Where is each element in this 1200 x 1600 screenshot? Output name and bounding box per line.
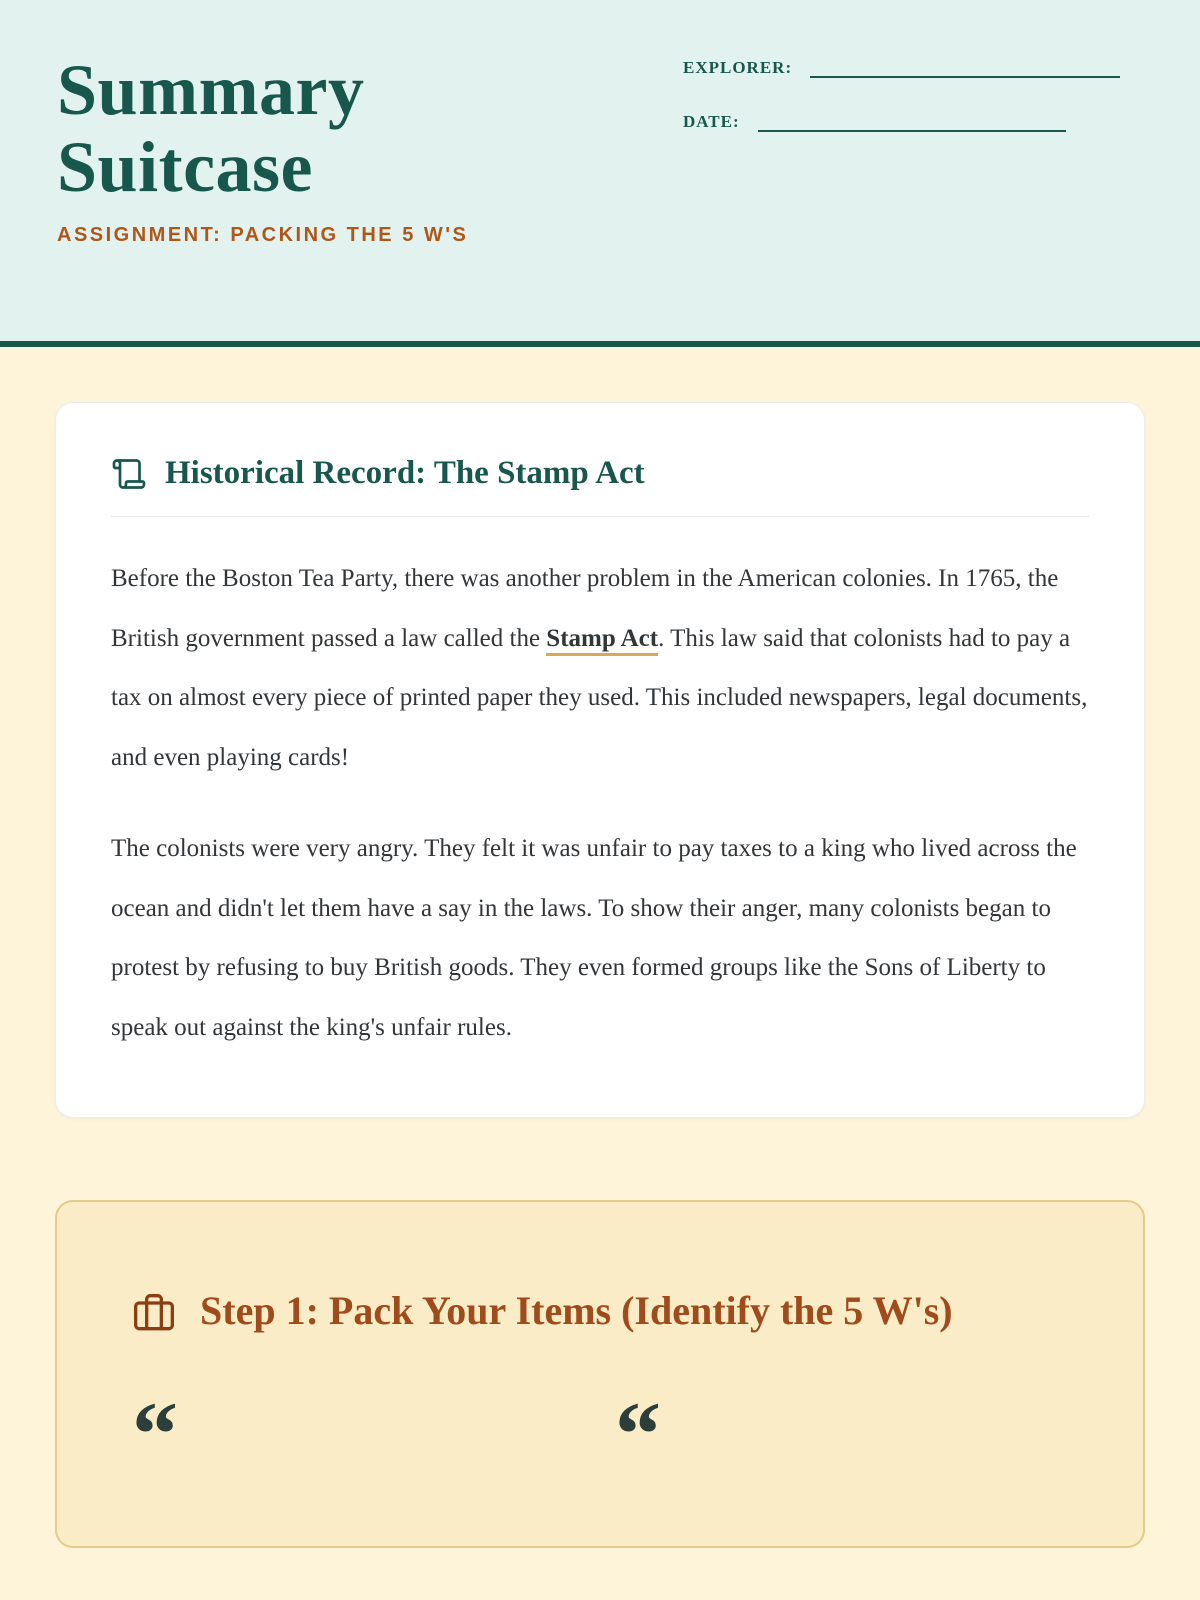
date-field-row [683, 112, 1133, 132]
item-card [615, 1383, 1068, 1485]
step1-card [55, 1200, 1145, 1548]
assignment-subtitle: ASSIGNMENT: PACKING THE 5 W'S [57, 224, 469, 247]
page-title: Summary Suitcase [57, 50, 365, 208]
record-heading [111, 455, 1089, 492]
main-content [0, 347, 1200, 1548]
suitcase-icon [132, 1292, 176, 1336]
name-date-fields [683, 58, 1133, 166]
historical-record-card [55, 402, 1145, 1118]
record-heading-text: Historical Record: The Stamp Act [165, 455, 645, 491]
scroll-icon [111, 456, 147, 492]
para1-text-after: . This law said that colonists had to pay a tax on almost every piece of printed paper they used. This included newspapers, legal documents, and even playing cards! [111, 624, 1088, 771]
heading-rule [111, 516, 1089, 517]
header [0, 0, 1200, 341]
date-label: DATE: [683, 112, 740, 131]
record-paragraph-2: The colonists were very angry. They felt it was unfair to pay taxes to a king who lived across the ocean and didn't let them have a say in the laws. To show their anger, many colonists began to protest by refusing to buy British goods. They even formed groups like the Sons of Liberty to speak out against the king's unfair rules. [111, 835, 1077, 1041]
explorer-field-row [683, 58, 1133, 78]
date-input-line[interactable] [758, 112, 1066, 132]
item-card [132, 1383, 585, 1485]
explorer-input-line[interactable] [810, 58, 1120, 78]
step1-heading: Step 1: Pack Your Items (Identify the 5 W's) [200, 1288, 953, 1333]
stamp-act-term: Stamp Act [546, 625, 658, 656]
record-paragraph-1 [111, 549, 1089, 787]
step1-heading-row [132, 1284, 1068, 1338]
quote-icon: “ [132, 1383, 178, 1485]
explorer-label: EXPLORER: [683, 58, 793, 77]
para1-text-before: Before the Boston Tea Party, there was another problem in the American colonies. In 1765, the British government passed a law called the [111, 565, 1059, 652]
step1-items-grid [132, 1383, 1068, 1485]
quote-icon: “ [615, 1383, 661, 1485]
